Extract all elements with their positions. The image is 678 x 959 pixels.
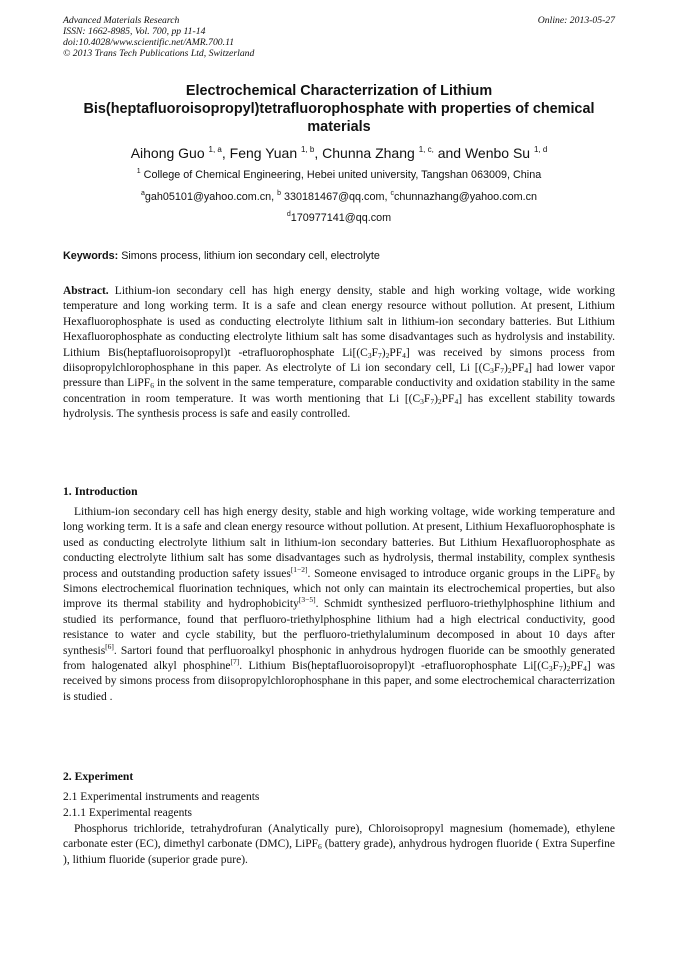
- abstract-label: Abstract.: [63, 285, 109, 297]
- author: Feng Yuan $^{1, b}$,: [229, 145, 323, 161]
- introduction-text: Lithium-ion secondary cell has high energy desity, stable and high working voltage, wide working temperature and long working term. It is a safe and clean energy resource without pollution. At present, Lithium Hexafluorophosphate is used as conducting electrolyte lithium salt in lithium-ion secondary batteries. But Lithium Hexafluorophosphate as conducting electrolyte lithium salt has some disadvantages such as hydrolysis, thermal instability, complex synthesis process and outstanding production safety issues[1−2]. Someone envisaged to introduce organic groups in the LiPF$_6$ by Simons electrochemical fluorination techniques, which not only can maintain its electrochemical properties, but also improve its thermal stability and hydrophobicity[3−5]. Schmidt synthesized perfluoro-triethylphosphine lithium and studied its performance, found that perfluoro-triethylphosphine lithium had a high electrical conductivity, good resistance to water and cycle stability, but the perfluoro-triethylaluminum decomposed in about 10 days after synthesis[6]. Sartori found that perfluoroalkyl phosphonic in anhydrous hydrogen fluoride can be smoothly generated from halogenated alkyl phosphine[7]. Lithium Bis(heptafluoroisopropyl)t -etrafluorophosphate $Li[(C_3F_7)_2PF_4]$ was received by simons process from diisopropylchlorophosphane in this paper, and some electrochemical characterrization is studied .: [63, 506, 616, 703]
- section-heading: 2. Experiment: [63, 770, 134, 783]
- author: Aihong Guo $^{1, a}$,: [130, 145, 230, 161]
- email-d[interactable]: 170977141@qq.com: [290, 212, 392, 224]
- keywords: [63, 249, 615, 263]
- author: Wenbo Su $^{1, d}$: [464, 145, 548, 161]
- affiliation: $^1$ College of Chemical Engineering, Hebei united university, Tangshan 063009, China: [136, 168, 542, 181]
- subsection-heading: 2.1 Experimental instruments and reagents: [63, 791, 260, 803]
- email-line: $^a$gah05101@yahoo.com.cn, $^b$ 330181467@qq.com, $^c$chunnazhang@yahoo.com.cn: [141, 190, 537, 203]
- journal-header: [63, 15, 615, 59]
- author-list: [40, 143, 638, 163]
- reagents-text: Phosphorus trichloride, tetrahydrofuran (Analytically pure), Chloroisopropyl magnesium (homemade), ethylene carbonate ester (EC), dimethyl carbonate (DMC), LiPF$_6$ (battery grade), anhydrous hydrogen fluoride ( Extra Superfine ), lithium fluoride (superior grade pure).: [63, 823, 615, 866]
- doi-line: doi:10.4028/www.scientific.net/AMR.700.11: [63, 37, 235, 48]
- online-date: Online: 2013-05-27: [537, 15, 615, 26]
- issn-line: ISSN: 1662-8985, Vol. 700, pp 11-14: [63, 26, 206, 37]
- author: Chunna Zhang $^{1, c,}$ and: [322, 145, 465, 161]
- email-b[interactable]: 330181467@qq.com: [284, 191, 385, 203]
- email-line-2: $^d$170977141@qq.com: [286, 211, 392, 224]
- paper-title: Electrochemical Characterrization of Lithium Bis(heptafluoroisopropyl)tetrafluorophosphate with properties of chemical materials: [83, 83, 595, 135]
- journal-name: Advanced Materials Research: [63, 15, 180, 26]
- abstract: [63, 284, 615, 423]
- email-c[interactable]: chunnazhang@yahoo.com.cn: [393, 191, 537, 203]
- email-a[interactable]: gah05101@yahoo.com.cn: [144, 191, 272, 203]
- subsection-heading: 2.1.1 Experimental reagents: [63, 807, 193, 819]
- section-heading: 1. Introduction: [63, 485, 138, 498]
- keywords-label: Keywords:: [63, 250, 119, 262]
- copyright-line: © 2013 Trans Tech Publications Ltd, Switzerland: [63, 48, 255, 59]
- keywords-text: Simons process, lithium ion secondary cell, electrolyte: [121, 250, 380, 262]
- abstract-text: Lithium-ion secondary cell has high energy density, stable and high working voltage, wide working temperature and long working term. It is a safe and clean energy resource without pollution. At present, Lithium Hexafluorophosphate is used as conducting electrolyte lithium salt in lithium-ion secondary batteries. But Lithium Hexafluorophosphate as conducting electrolyte lithium salt has some disadvantages such as hydrolysis and instability. Lithium Bis(heptafluoroisopropyl)t -etrafluorophosphate $Li[(C_3F_7)_2PF_4]$ was received by simons process from diisopropylchlorophosphane in this paper. As electrolyte of Li ion secondary cell, Li $[(C_3F_7)_2PF_4]$ had lower vapor pressure than LiPF$_6$ in the solvent in the same temperature, comparable conductivity and oxidation stability in the same concentration in room temperature. It was worth mentioning that Li $[(C_3F_7)_2PF_4]$ has excellent stability towards hydrolysis. The synthesis process is safe and easily controlled.: [63, 285, 616, 421]
